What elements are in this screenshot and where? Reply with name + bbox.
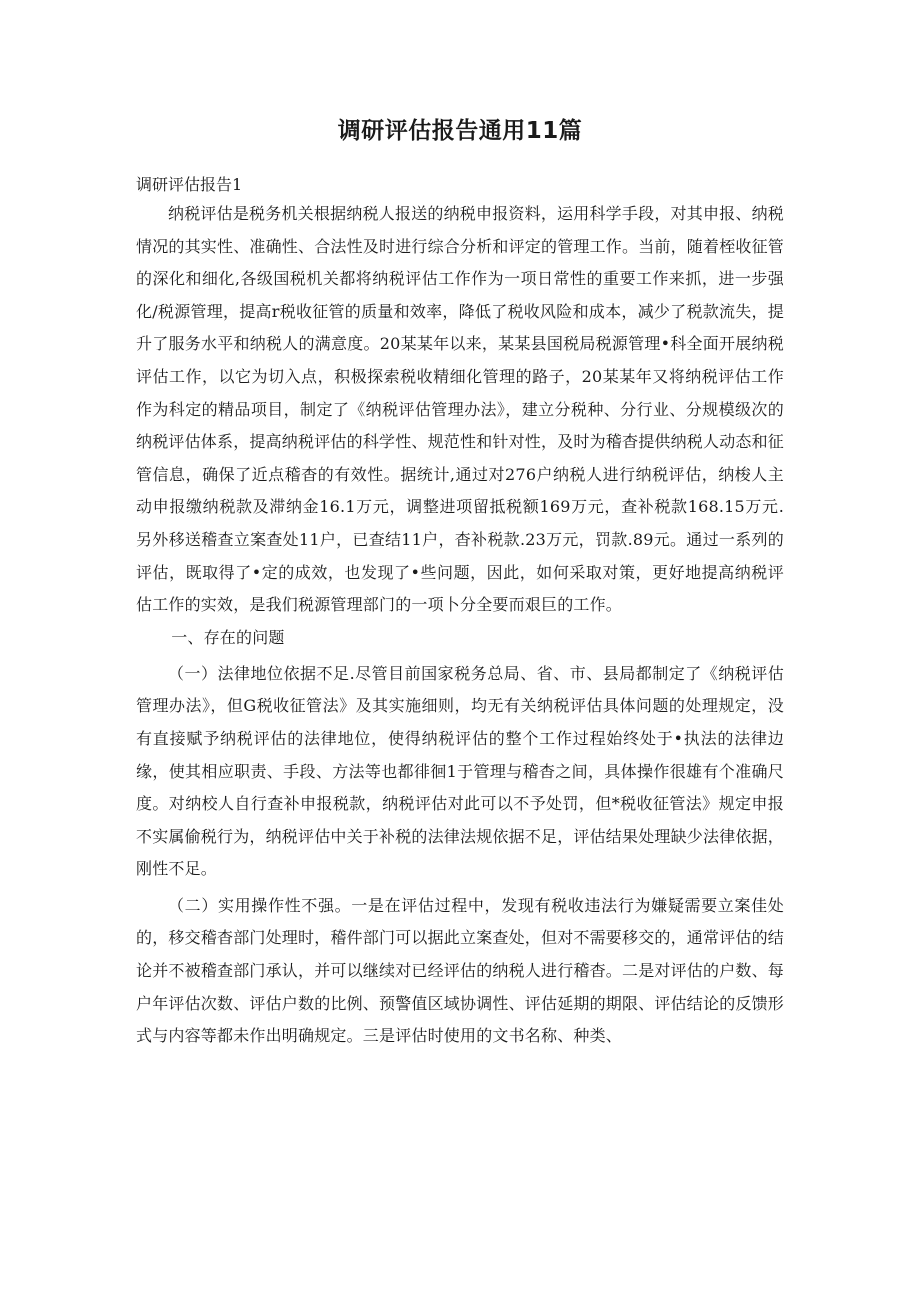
paragraph-operability: （二）实用操作性不强。一是在评估过程中，发现有税收违法行为嫌疑需要立案佳处的，移交稽杳部门处理时，稽件部门可以据此立案查处，但对不需要移交的，通常评估的结论并不被稽查部门承认，并可以继续对已经评估的纳税人进行稽杳。二是对评估的户数、每户年评估次数、评估户数的比例、预警值区域协调性、评估延期的期限、评估结论的反馈形式与内容等都未作出明确规定。三是评估时使用的文书名称、种类、 [136, 895, 785, 1046]
section-heading-problems: 一、存在的问题 [171, 627, 285, 647]
document-title: 调研评估报告通用11篇 [337, 118, 583, 144]
section-subheading: 调研评估报告1 [136, 175, 243, 194]
paragraph-legal-basis: （一）法律地位依据不足.尽管目前国家税务总局、省、市、县局都制定了《纳税评估管理办法》，但G税收征管法》及其实施细则，均无有关纳税评估具体问题的处理规定，没有直接赋予纳税评估的法律地位，使得纳税评估的整个工作过程始终处于•执法的法律边缘，使其相应职责、手段、方法等也都徘徊1于管理与稽杳之间，具体操作很雄有个准确尺度。对纳校人自行查补申报税款，纳税评估对此可以不予处罚，但*税收征管法》规定申报不实属偷税行为，纳税评估中关于补税的法律法规依据不足，评估结果处理缺少法律依据，刚性不足。 [136, 663, 785, 879]
document-body [136, 198, 784, 1053]
paragraph-intro: 纳税评估是税务机关根据纳税人报送的纳税申报资料，运用科学手段，对其申报、纳税情况的其实性、准确性、合法性及时进行综合分析和评定的管理工作。当前，随着桎收征管的深化和细化,各级国税机关都将纳税评估工作作为一项日常性的重要工作来抓，进一步强化/税源管理，提高r税收征管的质量和效率，降低了税收风险和成本，减少了税款流失，提升了服务水平和纳税人的满意度。20某某年以来，某某县国税局税源管理•科全面开展纳税评估工作，以它为切入点，积极探索税收精细化管理的路子，20某某年又将纳税评估工作作为科定的精品项目，制定了《纳税评估管理办法》，建立分税种、分行业、分规模级次的纳税评估体系，提高纳税评估的科学性、规范性和针对性，及时为稽杳提供纳税人动态和征管信息，确保了近点稽杳的有效性。据统计,通过对276户纳税人进行纳税评估，纳梭人主动申报缴纳税款及滞纳金16.1万元，调整进项留抵税额169万元，查补税款168.15万元.另外移送稽查立案查处11户，已查结11户，杳补税款.23万元，罚款.89元。通过一系列的评估，既取得了•定的成效，也发现了•些问题，因此，如何采取对策，更好地提高纳税评估工作的实效，是我们税源管理部门的一项卜分全要而艰巨的工作。 [136, 204, 785, 615]
